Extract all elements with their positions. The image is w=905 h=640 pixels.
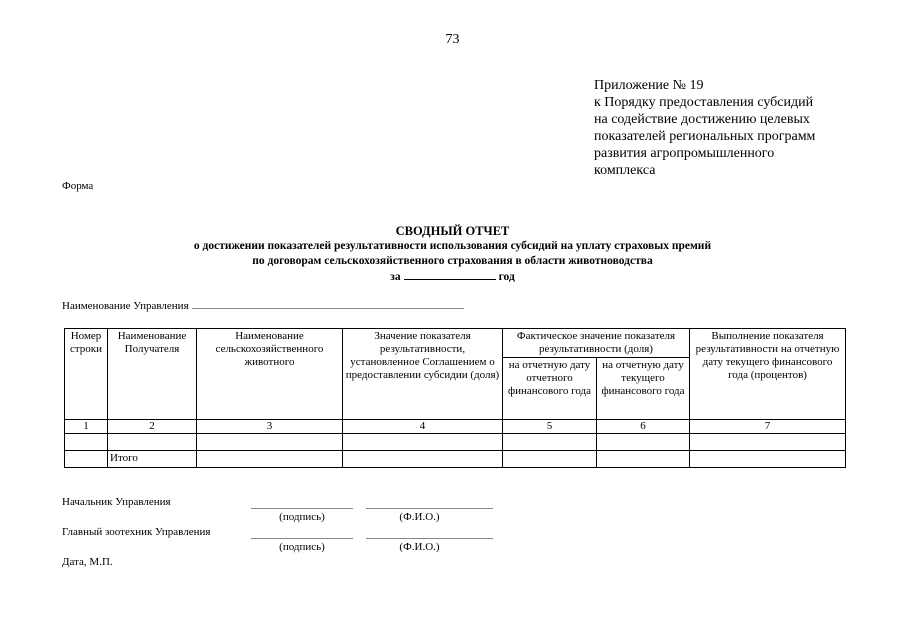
head-label: Начальник Управления bbox=[62, 496, 171, 508]
period-suffix: год bbox=[498, 271, 515, 283]
column-number: 7 bbox=[690, 420, 846, 434]
table-cell bbox=[108, 434, 197, 451]
table-cell bbox=[597, 451, 690, 468]
report-title-line1: о достижении показателей результативности использования субсидий на уплату страховых премий bbox=[193, 240, 712, 252]
total-label: Итого bbox=[108, 451, 197, 468]
organization-label: Наименование Управления bbox=[62, 300, 189, 312]
column-number: 2 bbox=[108, 420, 197, 434]
head-name-line bbox=[366, 508, 493, 509]
report-title-main: СВОДНЫЙ ОТЧЕТ bbox=[395, 224, 510, 238]
header-reporting-year: на отчетную дату отчетного финансового года bbox=[503, 358, 597, 420]
table-cell bbox=[597, 434, 690, 451]
report-title bbox=[0, 224, 905, 285]
header-animal: Наименование сельскохозяйственного животного bbox=[197, 329, 343, 420]
table-number-row bbox=[65, 420, 846, 434]
table-cell bbox=[197, 434, 343, 451]
zoo-name-caption: (Ф.И.О.) bbox=[399, 541, 440, 553]
form-label: Форма bbox=[62, 180, 94, 192]
header-row-number: Номер строки bbox=[65, 329, 108, 420]
column-number: 4 bbox=[343, 420, 503, 434]
appendix-line: Приложение № 19 bbox=[594, 78, 704, 93]
table-cell bbox=[343, 434, 503, 451]
zoo-signature-caption: (подпись) bbox=[279, 541, 325, 553]
table-cell bbox=[197, 451, 343, 468]
appendix-line: комплекса bbox=[594, 163, 656, 178]
header-actual-value-group: Фактическое значение показателя результативности (доля) bbox=[503, 329, 690, 358]
report-period bbox=[0, 269, 905, 285]
page-number: 73 bbox=[445, 32, 460, 47]
appendix-line: показателей региональных программ bbox=[594, 129, 816, 144]
header-target-value: Значение показателя результативности, установленное Соглашением о предоставлении субсидии (доля) bbox=[343, 329, 503, 420]
column-number: 5 bbox=[503, 420, 597, 434]
table-row bbox=[65, 434, 846, 451]
table-cell bbox=[690, 451, 846, 468]
header-current-year: на отчетную дату текущего финансового года bbox=[597, 358, 690, 420]
date-stamp-label: Дата, М.П. bbox=[62, 556, 113, 568]
appendix-line: развития агропромышленного bbox=[594, 146, 775, 161]
zoo-name-line bbox=[366, 538, 493, 539]
organization-row bbox=[62, 299, 464, 312]
table-cell bbox=[65, 451, 108, 468]
zoo-signature-line bbox=[251, 538, 353, 539]
table-header-row bbox=[65, 329, 846, 358]
column-number: 6 bbox=[597, 420, 690, 434]
period-prefix: за bbox=[390, 271, 401, 283]
appendix-line: на содействие достижению целевых bbox=[594, 112, 810, 127]
zootechnician-label: Главный зоотехник Управления bbox=[62, 526, 211, 538]
table-cell bbox=[503, 451, 597, 468]
period-blank bbox=[404, 269, 496, 280]
table-cell bbox=[503, 434, 597, 451]
appendix-note bbox=[594, 77, 894, 179]
report-table bbox=[64, 328, 846, 468]
head-signature-caption: (подпись) bbox=[279, 511, 325, 523]
table-cell bbox=[343, 451, 503, 468]
header-recipient: Наименование Получателя bbox=[108, 329, 197, 420]
head-signature-line bbox=[251, 508, 353, 509]
table-cell bbox=[65, 434, 108, 451]
appendix-line: к Порядку предоставления субсидий bbox=[594, 95, 814, 110]
column-number: 3 bbox=[197, 420, 343, 434]
table-cell bbox=[690, 434, 846, 451]
report-title-line2: по договорам сельскохозяйственного страхования в области животноводства bbox=[252, 255, 653, 267]
header-performance: Выполнение показателя результативности на отчетную дату текущего финансового года (процентов) bbox=[690, 329, 846, 420]
head-name-caption: (Ф.И.О.) bbox=[399, 511, 440, 523]
organization-blank bbox=[192, 299, 464, 309]
table-total-row bbox=[65, 451, 846, 468]
column-number: 1 bbox=[65, 420, 108, 434]
